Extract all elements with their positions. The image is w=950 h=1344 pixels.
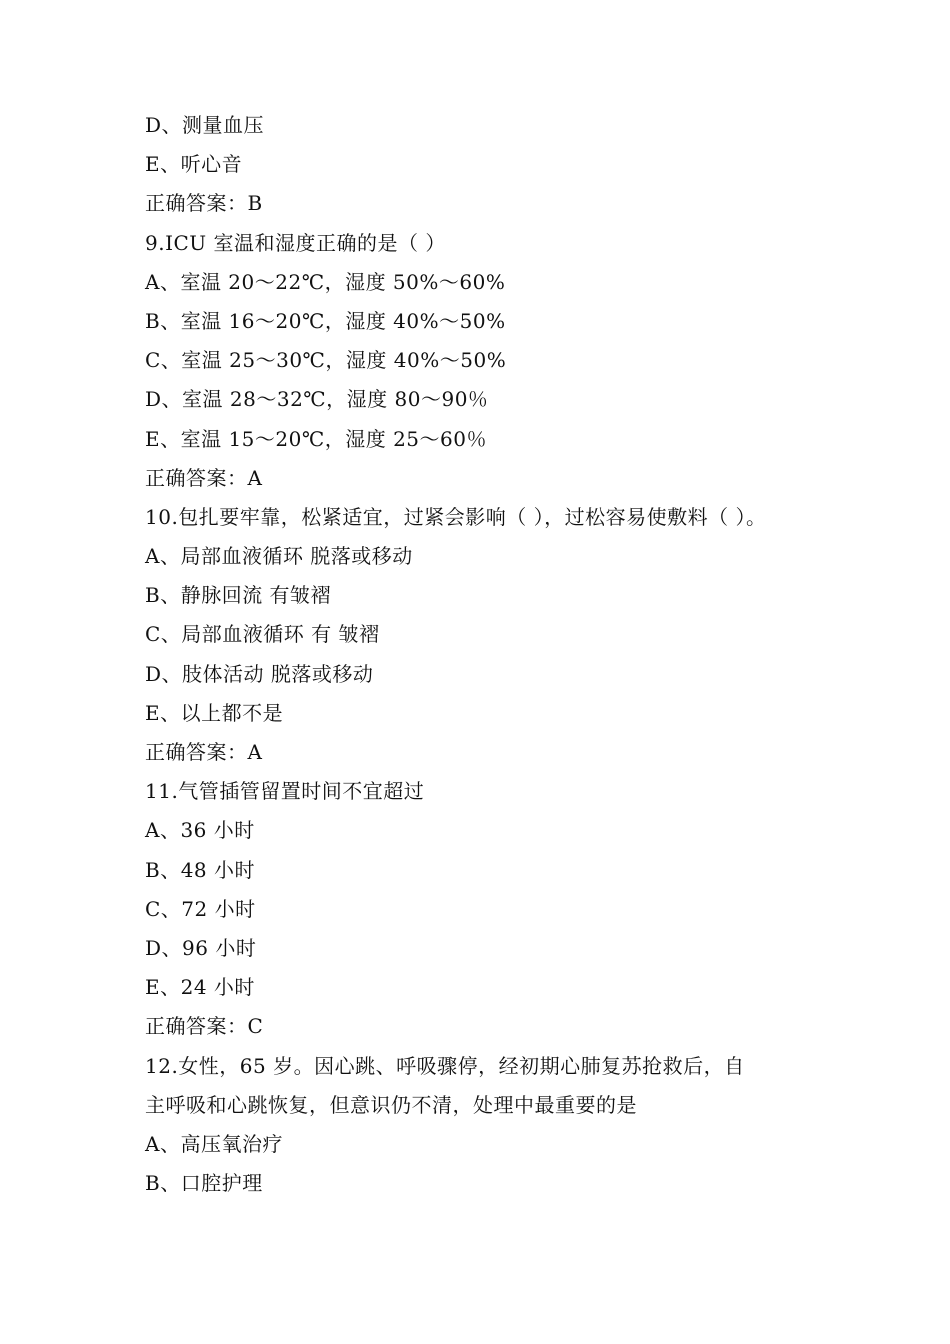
text-line: D、测量血压 [145,113,265,137]
answer-line: 正确答案：B [145,191,263,216]
option-line: B、室温 16～20℃，湿度 40%～50% [145,308,506,333]
option-line: B、48 小时 [145,857,256,882]
text-line: E、听心音 [145,152,243,177]
option-line: A、局部血液循环 脱落或移动 [145,544,413,569]
option-line: C、室温 25～30℃，湿度 40%～50% [145,348,507,373]
option-line: B、静脉回流 有皱褶 [145,583,332,608]
option-line: D、肢体活动 脱落或移动 [145,661,374,686]
option-line: A、36 小时 [145,818,255,843]
answer-line: 正确答案：A [145,465,263,490]
question-12-stem-line2: 主呼吸和心跳恢复，但意识仍不清，处理中最重要的是 [145,1092,637,1117]
option-line: C、局部血液循环 有 皱褶 [145,622,380,647]
option-line: E、24 小时 [145,975,255,1000]
question-9: 9.ICU 室温和湿度正确的是（ ） [145,230,446,255]
option-line: A、室温 20～22℃，湿度 50%～60% [145,269,506,294]
question-11: 11.气管插管留置时间不宜超过 [145,779,425,804]
option-line: A、高压氧治疗 [145,1131,283,1156]
option-line: C、72 小时 [145,896,256,921]
question-12-stem-line1: 12.女性，65 岁。因心跳、呼吸骤停，经初期心肺复苏抢救后，自 [145,1053,745,1078]
question-10: 10.包扎要牢靠，松紧适宜，过紧会影响（ ），过松容易使敷料（ ）。 [145,504,767,529]
document-page [145,106,905,1203]
option-line: B、口腔护理 [145,1171,263,1196]
option-line: D、室温 28～32℃，湿度 80～90％ [145,387,489,412]
answer-line: 正确答案：C [145,1014,264,1039]
option-line: D、96 小时 [145,935,257,960]
answer-line: 正确答案：A [145,740,263,764]
option-line: E、室温 15～20℃，湿度 25～60％ [145,426,487,451]
option-line: E、以上都不是 [145,700,284,725]
